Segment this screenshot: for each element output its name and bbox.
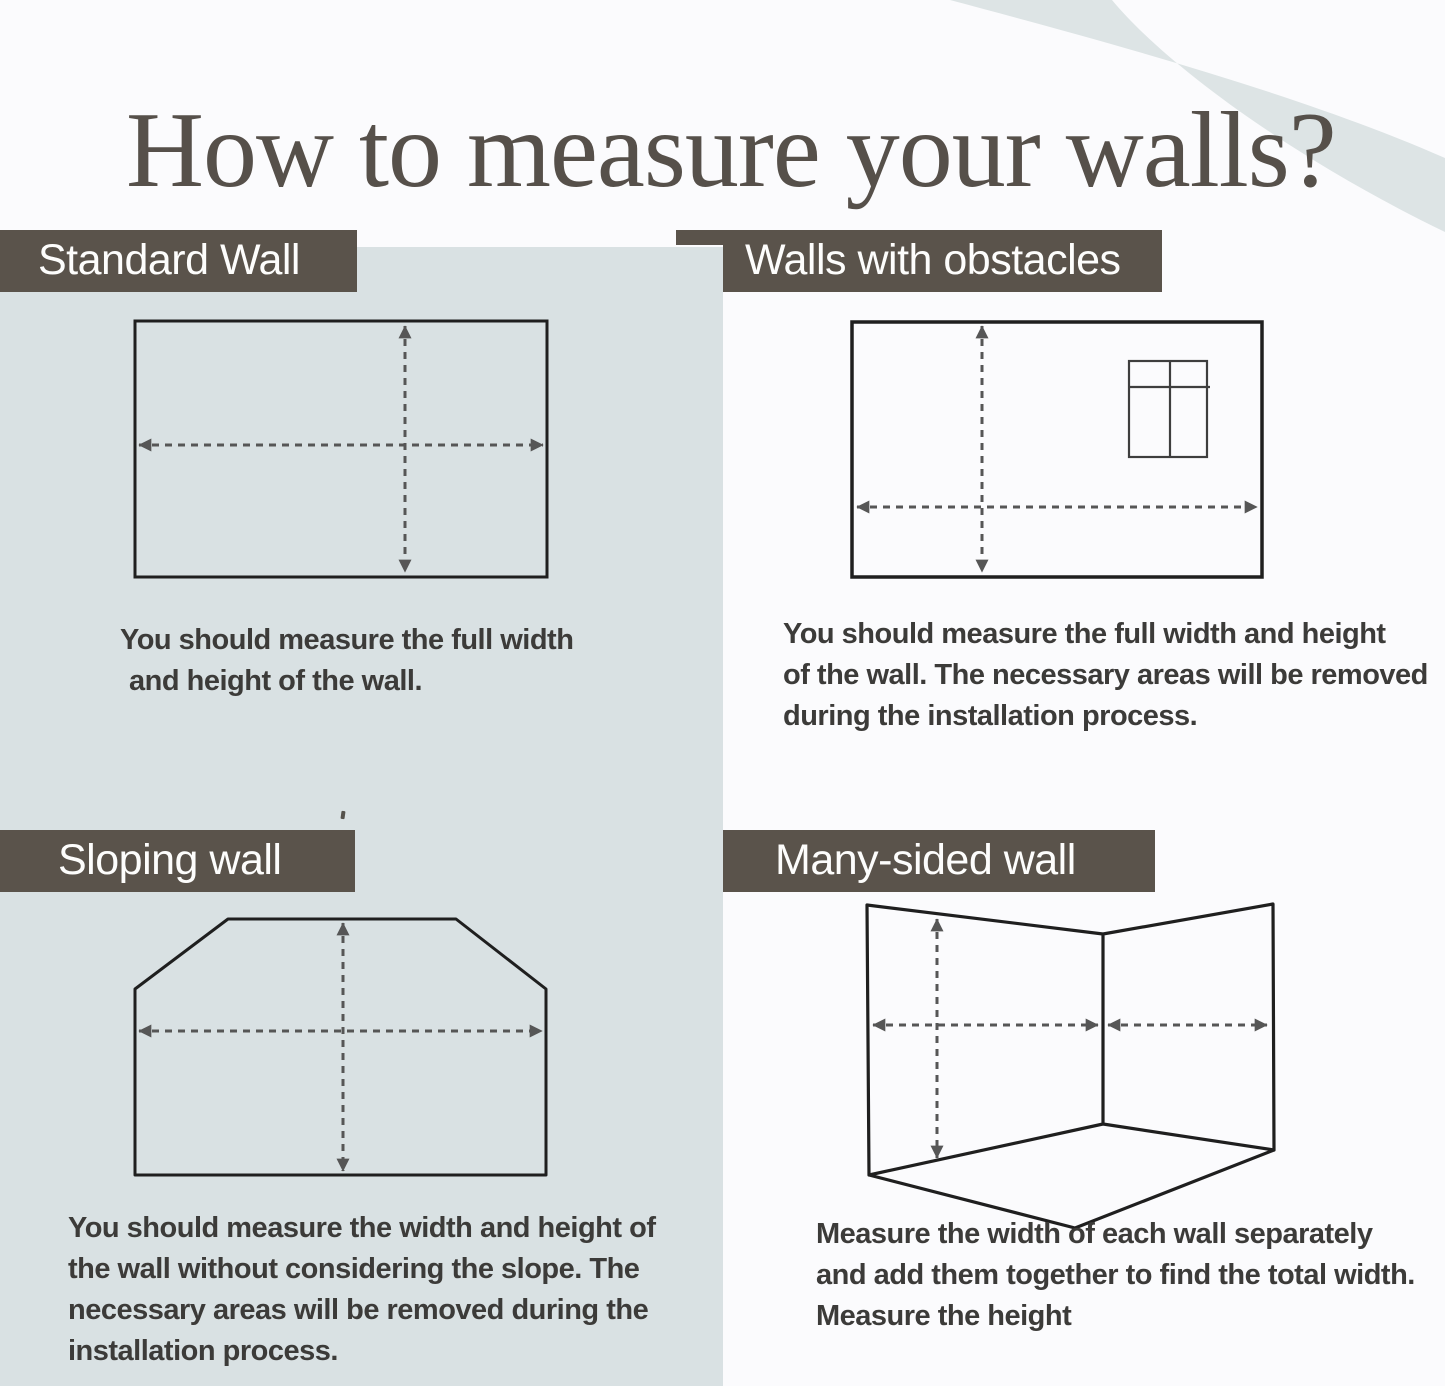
section-header-label: Walls with obstacles [745,236,1121,284]
description-line: Measure the width of each wall separately [816,1218,1373,1250]
wall-outline [135,919,546,1175]
page-title: How to measure your walls? [126,91,1336,211]
corner-walls-outline [867,904,1274,1228]
standard-wall-diagram [125,310,565,600]
section-header-sloping-wall [0,830,355,892]
many-sided-wall-description [816,1214,1415,1337]
section-header-standard-wall [0,230,357,292]
section-header-label: Many-sided wall [775,836,1076,884]
section-header-obstacles-tab [676,230,724,245]
section-header-many-sided-wall [723,830,1155,892]
sloping-wall-diagram [120,905,560,1190]
wall-outline [135,321,547,577]
window-frame [1129,361,1207,457]
description-line: installation process. [68,1335,338,1367]
obstacle-wall-description [783,614,1428,737]
description-line: Measure the height [816,1300,1072,1332]
obstacle-wall-diagram [840,310,1280,600]
section-header-label: Standard Wall [38,236,300,284]
description-line: of the wall. The necessary areas will be removed [783,659,1428,691]
many-sided-wall-diagram [855,895,1290,1235]
description-line: You should measure the full width [120,624,574,656]
description-line: the wall without considering the slope. The [68,1253,640,1285]
description-line: and height of the wall. [129,665,422,697]
description-line: You should measure the full width and height [783,618,1386,650]
standard-wall-description [120,620,573,702]
sloping-wall-description [68,1208,655,1372]
description-line: You should measure the width and height of [68,1212,656,1244]
description-line: and add them together to find the total width. [816,1259,1415,1291]
description-line: during the installation process. [783,700,1198,732]
window-icon [1129,361,1210,457]
section-header-label: Sloping wall [58,836,282,884]
section-header-walls-with-obstacles [723,230,1162,292]
description-line: necessary areas will be removed during the [68,1294,649,1326]
